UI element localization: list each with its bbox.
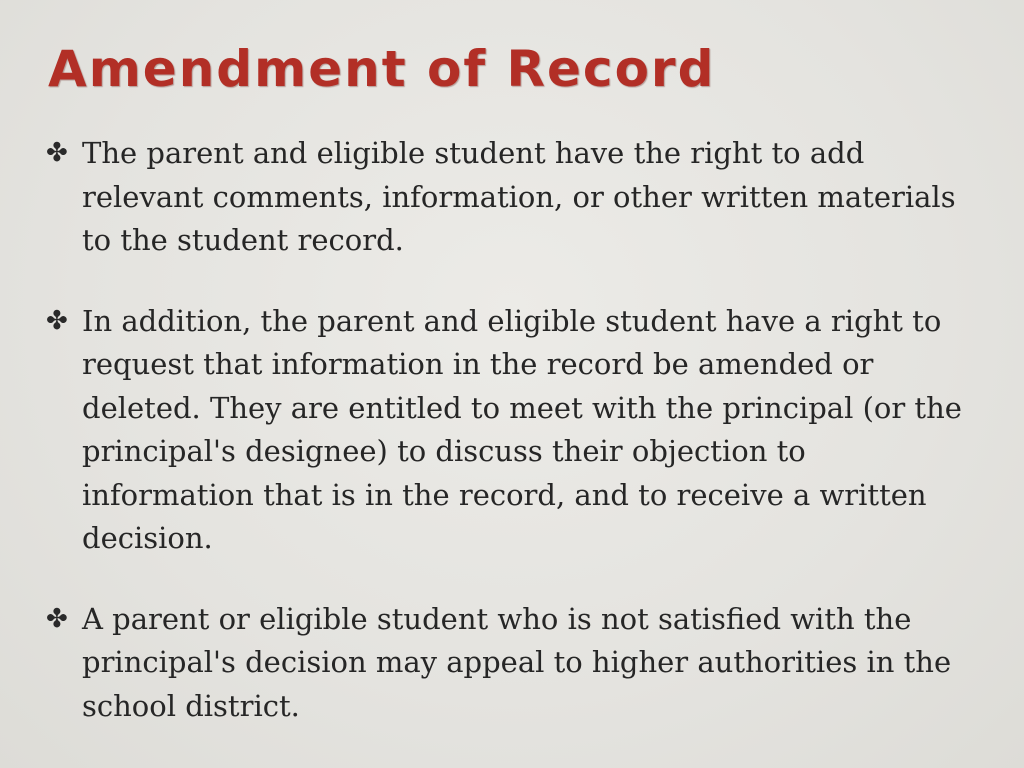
bullet-text: A parent or eligible student who is not satisfied with the principal's decision may appeal to higher authorities in the school district. (82, 601, 952, 723)
bullet-text: In addition, the parent and eligible student have a right to request that information in the record be amended or deleted. They are entitled to meet with the principal (or the principal's designee) to discuss their objection to information that is in the record, and to receive a written decision. (82, 303, 962, 555)
bullet-item (46, 300, 986, 561)
fleuron-icon: ✤ (46, 305, 68, 336)
fleuron-icon: ✤ (46, 603, 68, 634)
bullet-item (46, 132, 986, 263)
bullet-item (46, 598, 986, 729)
slide-title: Amendment of Record (48, 40, 716, 98)
bullet-list (46, 132, 986, 765)
fleuron-icon: ✤ (46, 138, 68, 168)
bullet-text: The parent and eligible student have the right to add relevant comments, information, or other written materials to the student record. (82, 136, 956, 257)
